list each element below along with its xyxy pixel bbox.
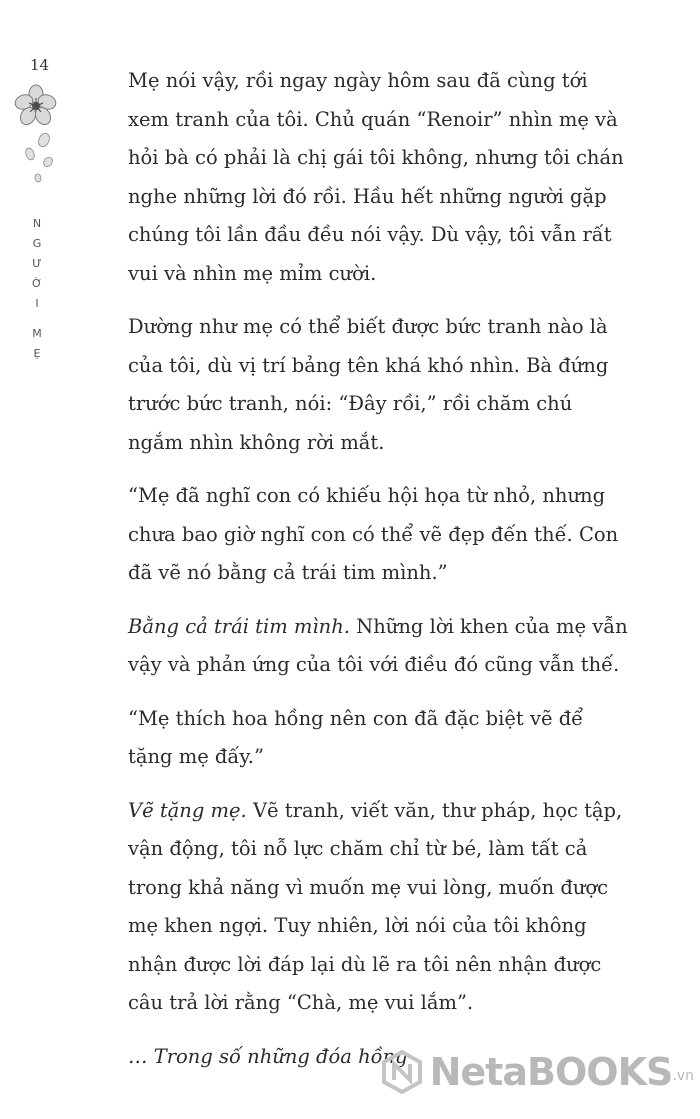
watermark bbox=[380, 1050, 694, 1094]
running-title-letter: G bbox=[32, 237, 42, 250]
running-title-letter: Ư bbox=[32, 257, 42, 270]
paragraph bbox=[128, 608, 628, 685]
running-title-letter: Ẹ bbox=[33, 347, 41, 360]
running-title-letter: N bbox=[32, 217, 42, 230]
paragraph: Mẹ nói vậy, rồi ngay ngày hôm sau đã cùng tới xem tranh của tôi. Chủ quán “Renoir” nhìn mẹ và hỏi bà có phải là chị gái tôi không, nhưng tôi chán nghe những lời đó rồi. Hầu hết những người gặp chúng tôi lần đầu đều nói vậy. Dù vậy, tôi vẫn rất vui và nhìn mẹ mỉm cười. bbox=[128, 69, 624, 285]
body-text bbox=[128, 62, 628, 1091]
italic-phrase: Bằng cả trái tim mình. bbox=[128, 614, 350, 638]
paragraph bbox=[128, 792, 628, 1023]
petals-icon bbox=[18, 132, 58, 184]
running-title-letter: Ờ bbox=[31, 277, 43, 290]
paragraph: “Mẹ thích hoa hồng nên con đã đặc biệt vẽ để tặng mẹ đấy.” bbox=[128, 706, 584, 768]
watermark-text: NetaBOOKS bbox=[429, 1050, 673, 1094]
paragraph: “Mẹ đã nghĩ con có khiếu hội họa từ nhỏ, nhưng chưa bao giờ nghĩ con có thể vẽ đẹp đến thế. Con đã vẽ nó bằng cả trái tim mình.” bbox=[128, 484, 619, 584]
running-title-letter: I bbox=[35, 297, 39, 310]
paragraph: Dường như mẹ có thể biết được bức tranh nào là của tôi, dù vị trí bảng tên khá khó nhìn. Bà đứng trước bức tranh, nói: “Đây rồi,” rồi chăm chú ngắm nhìn không rời mắt. bbox=[128, 315, 609, 454]
running-title bbox=[28, 214, 46, 364]
paragraph-text: Những lời khen của mẹ vẫn vậy và phản ứng của tôi với điều đó cũng vẫn thế. bbox=[128, 614, 628, 676]
watermark-suffix: .vn bbox=[672, 1068, 694, 1084]
page-number: 14 bbox=[30, 56, 50, 74]
italic-phrase: … Trong số những đóa hồng bbox=[128, 1044, 408, 1068]
flower-icon bbox=[14, 84, 58, 128]
italic-phrase: Vẽ tặng mẹ. bbox=[128, 798, 247, 822]
watermark-logo-icon bbox=[380, 1050, 424, 1094]
paragraph-text: Vẽ tranh, viết văn, thư pháp, học tập, vận động, tôi nỗ lực chăm chỉ từ bé, làm tất cả trong khả năng vì muốn mẹ vui lòng, muốn được mẹ khen ngợi. Tuy nhiên, lời nói của tôi không nhận được lời đáp lại dù lẽ ra tôi nên nhận được câu trả lời rằng “Chà, mẹ vui lắm”. bbox=[128, 798, 623, 1014]
running-title-letter: M bbox=[32, 327, 42, 340]
